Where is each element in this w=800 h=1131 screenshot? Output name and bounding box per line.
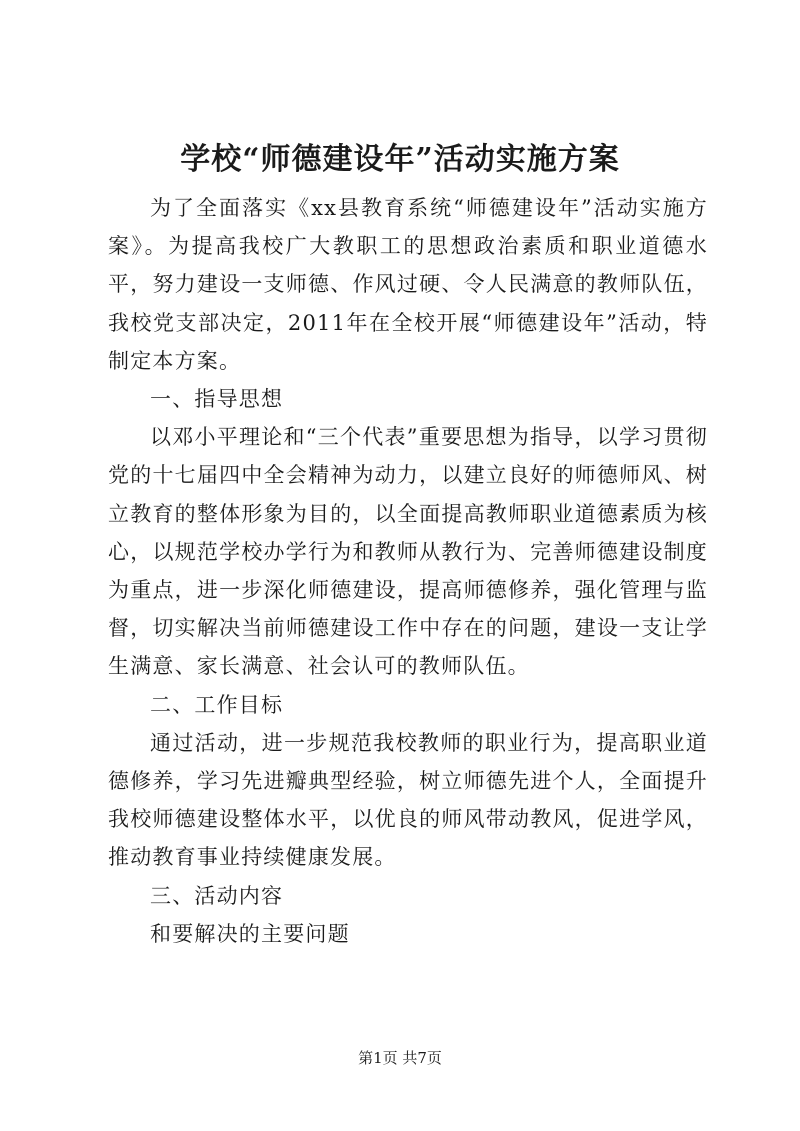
section-paragraph-activity-content: 和要解决的主要问题 (150, 921, 350, 946)
section-heading-work-goals: 二、工作目标 (150, 692, 284, 717)
intro-paragraph: 为了全面落实《xx县教育系统“师德建设年”活动实施方案》。为提高我校广大教职工的思想政治素质和职业道德水平，努力建设一支师德、作风过硬、令人民满意的教师队伍，我校党支部决定，2011年在全校开展“师德建设年”活动，特制定本方案。 (108, 196, 708, 373)
section-paragraph-work-goals: 通过活动，进一步规范我校教师的职业行为，提高职业道德修养，学习先进瓣典型经验，树立师德先进个人，全面提升我校师德建设整体水平，以优良的师风带动教风，促进学风，推动教育事业持续健康发展。 (108, 730, 708, 870)
section-heading-activity-content: 三、活动内容 (150, 883, 284, 908)
document-title: 学校“师德建设年”活动实施方案 (180, 142, 620, 177)
section-heading-guiding-ideology: 一、指导思想 (150, 387, 284, 412)
section-paragraph-guiding-ideology: 以邓小平理论和“三个代表”重要思想为指导，以学习贯彻党的十七届四中全会精神为动力，以建立良好的师德师风、树立教育的整体形象为目的，以全面提高教师职业道德素质为核心，以规范学校办学行为和教师从教行为、完善师德建设制度为重点，进一步深化师德建设，提高师德修养，强化管理与监督，切实解决当前师德建设工作中存在的问题，建设一支让学生满意、家长满意、社会认可的教师队伍。 (108, 425, 708, 679)
page-footer: 第1页 共7页 (358, 1049, 442, 1067)
document-body (108, 189, 708, 953)
